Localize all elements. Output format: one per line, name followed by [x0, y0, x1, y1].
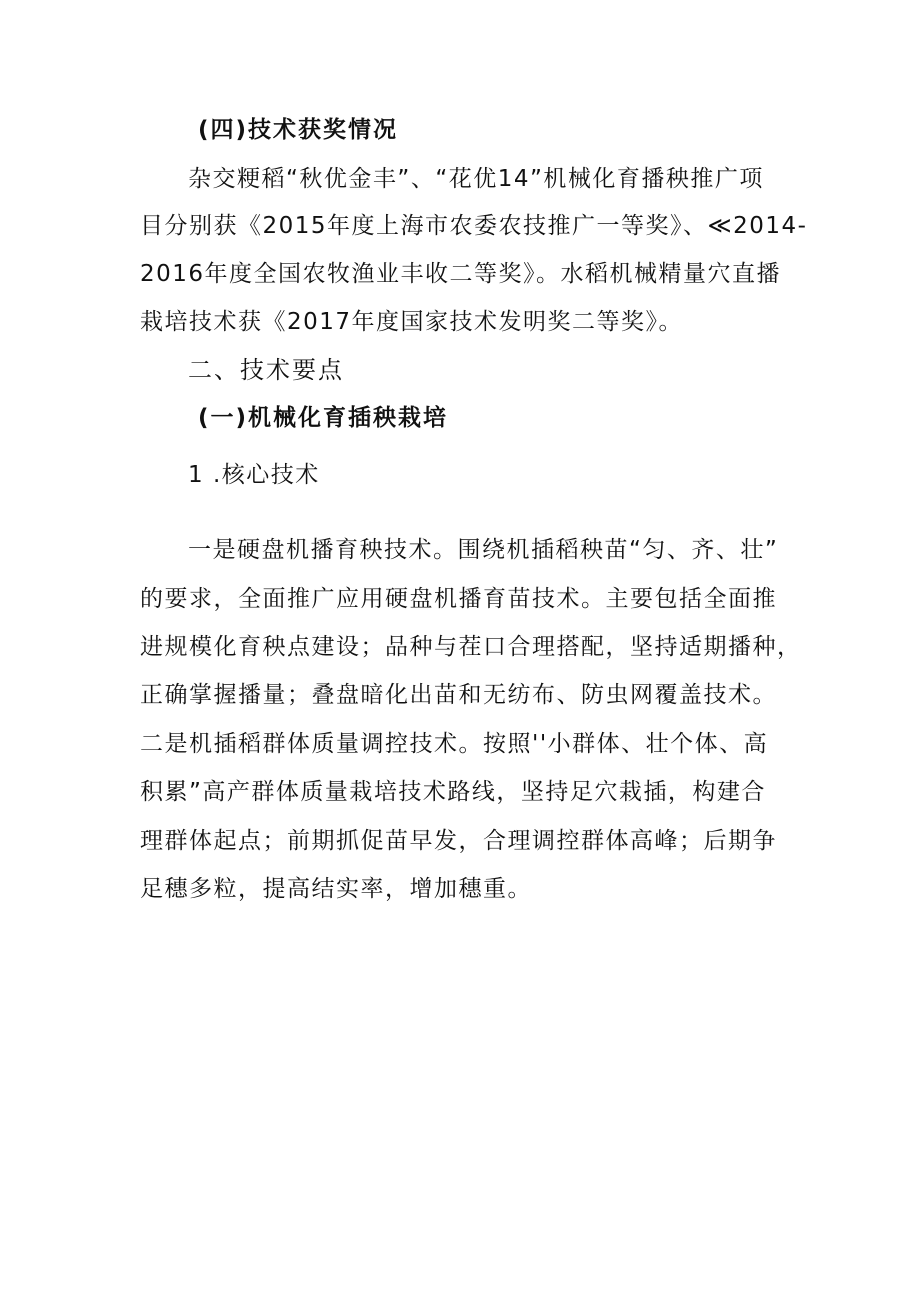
core-paragraph-line-6: 积累”高产群体质量栽培技术路线，坚持足穴栽插，构建合: [140, 779, 766, 805]
award-paragraph-line-2: 目分别获《2015年度上海市农委农技推广一等奖》、≪2014-: [140, 213, 808, 239]
item-one-heading: 1 .核心技术: [188, 462, 320, 488]
core-paragraph-line-5: 二是机插稻群体质量调控技术。按照''小群体、壮个体、高: [140, 731, 769, 757]
award-paragraph-line-1: 杂交粳稻“秋优金丰”、“花优14”机械化育播秧推广项: [188, 166, 764, 192]
award-paragraph-line-3: 2016年度全国农牧渔业丰收二等奖》。水稻机械精量穴直播: [140, 261, 782, 287]
core-paragraph-line-4: 正确掌握播量；叠盘暗化出苗和无纺布、防虫网覆盖技术。: [140, 682, 777, 708]
section-award-heading: (四)技术获奖情况: [198, 117, 399, 143]
core-paragraph-line-1: 一是硬盘机播育秧技术。围绕机插稻秧苗“匀、齐、壮”: [188, 537, 779, 563]
subsection-one-heading: (一)机械化育插秧栽培: [198, 405, 449, 431]
award-paragraph-line-4: 栽培技术获《2017年度国家技术发明奖二等奖》。: [140, 309, 684, 335]
section-two-heading: 二、技术要点: [188, 356, 344, 384]
core-paragraph-line-2: 的要求，全面推广应用硬盘机播育苗技术。主要包括全面推: [140, 586, 777, 612]
core-paragraph-line-7: 理群体起点；前期抓促苗早发，合理调控群体高峰；后期争: [140, 828, 777, 854]
core-paragraph-line-8: 足穗多粒，提高结实率，增加穗重。: [140, 876, 532, 902]
core-paragraph-line-3: 进规模化育秧点建设；品种与茬口合理搭配，坚持适期播种，: [140, 634, 802, 660]
